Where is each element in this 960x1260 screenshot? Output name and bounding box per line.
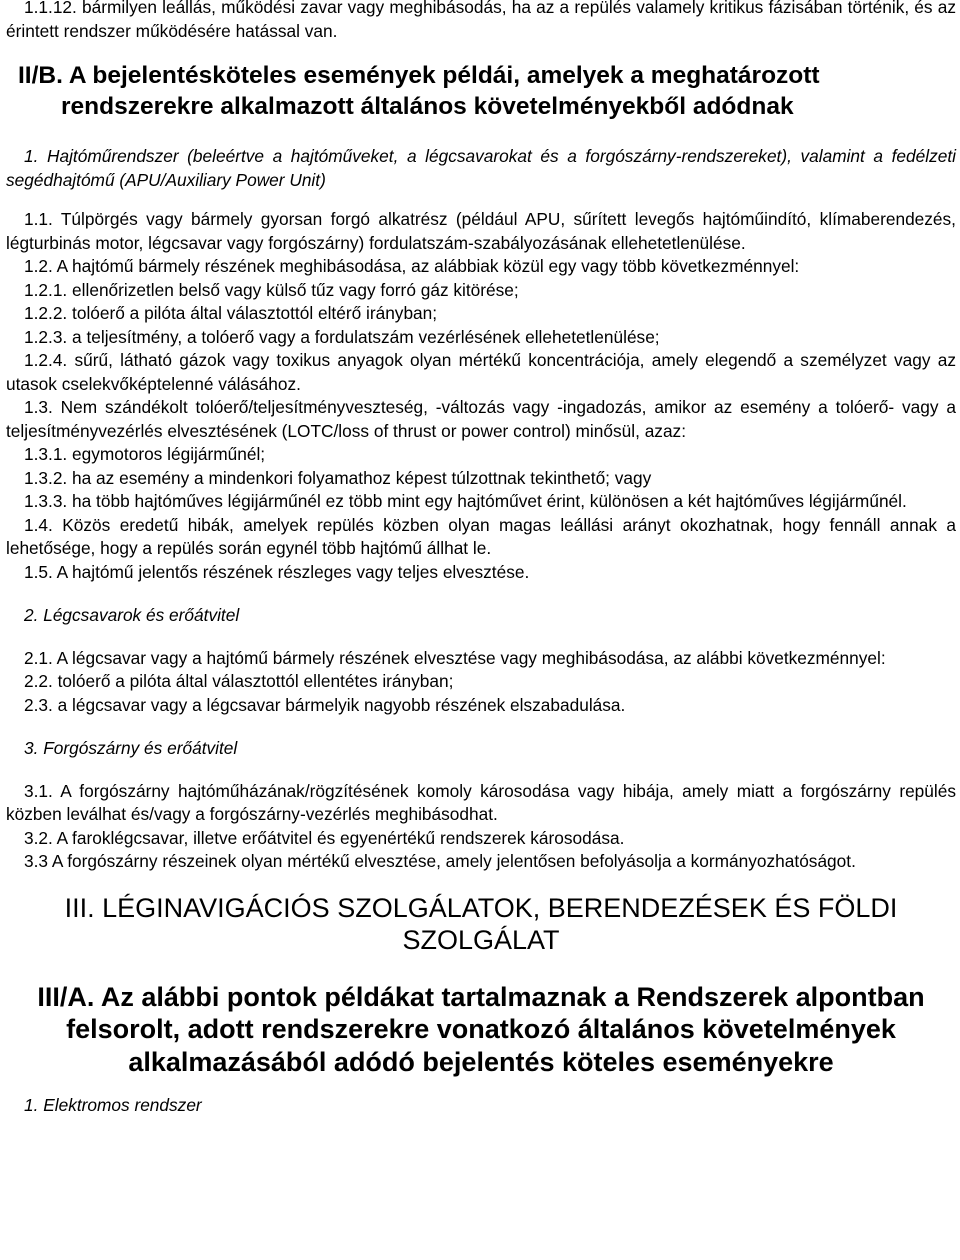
item-1-2-3: 1.2.3. a teljesítmény, a tolóerő vagy a fordulatszám vezérlésének ellehetetlenülése; — [24, 326, 660, 347]
item-1-2: 1.2. A hajtómű bármely részének meghibásodása, az alábbiak közül egy vagy több következménnyel: — [24, 256, 800, 276]
section-electrical-title: 1. Elektromos rendszer — [24, 1095, 202, 1115]
item-1-5: 1.5. A hajtómű jelentős részének részleges vagy teljes elvesztése. — [24, 561, 530, 582]
heading-iii-line2: SZOLGÁLAT — [402, 924, 560, 955]
heading-iii-a-line2: felsorolt, adott rendszerekre vonatkozó általános követelmények — [66, 1014, 896, 1044]
heading-iii-a — [6, 981, 956, 1079]
section-2-title: 2. Légcsavarok és erőátvitel — [24, 605, 240, 625]
heading-iii-line1: III. LÉGINAVIGÁCIÓS SZOLGÁLATOK, BERENDEZÉSEK ÉS FÖLDI — [64, 892, 898, 923]
item-1-2-1: 1.2.1. ellenőrizetlen belső vagy külső tűz vagy forró gáz kitörése; — [24, 279, 519, 300]
document-page — [6, 0, 956, 1118]
section-1-title: 1. Hajtóműrendszer (beleértve a hajtóműveket, a légcsavarokat és a forgószárny-rendszereket), valamint a fedélzeti segédhajtómű (APU/Auxiliary Power Unit) — [6, 146, 956, 190]
item-3-1: 3.1. A forgószárny hajtóműházának/rögzítésének komoly károsodása vagy hibája, amely miatt a forgószárny repülés közben leválhat és/vagy a forgószárny-vezérlés meghibásodhat. — [6, 780, 956, 824]
heading-iii-a-line1: III/A. Az alábbi pontok példákat tartalmaznak a Rendszerek alpontban — [37, 981, 925, 1012]
heading-iii-a-line3: alkalmazásából adódó bejelentés köteles eseményekre — [128, 1046, 834, 1077]
item-2-1: 2.1. A légcsavar vagy a hajtómű bármely részének elvesztése vagy meghibásodása, az alábbi következménnyel: — [24, 647, 886, 668]
section-3-title: 3. Forgószárny és erőátvitel — [24, 738, 238, 758]
item-3-3: 3.3 A forgószárny részeinek olyan mértékű elvesztése, amely jelentősen befolyásolja a kormányozhatóságot. — [24, 851, 856, 871]
heading-iii — [6, 892, 956, 956]
item-1-3-2: 1.3.2. ha az esemény a mindenkori folyamathoz képest túlzottnak tekinthető; vagy — [24, 467, 652, 488]
item-2-3: 2.3. a légcsavar vagy a légcsavar bármelyik nagyobb részének elszabadulása. — [24, 694, 626, 715]
item-1-3-1: 1.3.1. egymotoros légijárműnél; — [24, 444, 266, 464]
item-1-1: 1.1. Túlpörgés vagy bármely gyorsan forgó alkatrész (például APU, sűrített levegős hajtóműindító, klímaberendezés, légturbinás motor, légcsavar vagy forgószárny) fordulatszám-szabályozásának ellehetetlenülése. — [6, 209, 956, 253]
heading-ii-b-line1: II/B. A bejelentésköteles események példái, amelyek a meghatározott — [18, 62, 820, 89]
item-3-2: 3.2. A faroklégcsavar, illetve erőátvitel és egyenértékű rendszerek károsodása. — [24, 827, 625, 848]
heading-ii-b-line2: rendszerekre alkalmazott általános követelményekből adódnak — [61, 93, 794, 120]
item-1-2-4: 1.2.4. sűrű, látható gázok vagy toxikus anyagok olyan mértékű koncentrációja, amely elegendő a személyzet vagy az utasok cselekvőképtelenné válásához. — [6, 350, 956, 394]
item-1-3-3: 1.3.3. ha több hajtóműves légijárműnél ez több mint egy hajtóművet érint, különösen a két hajtóműves légijárműnél. — [24, 491, 907, 511]
paragraph-1-1-12: 1.1.12. bármilyen leállás, működési zavar vagy meghibásodás, ha az a repülés valamely kritikus fázisában történik, és az érintett rendszer működésére hatással van. — [6, 0, 956, 41]
item-1-2-2: 1.2.2. tolóerő a pilóta által választottól eltérő irányban; — [24, 303, 438, 323]
heading-ii-b — [18, 60, 956, 122]
item-2-2: 2.2. tolóerő a pilóta által választottól ellentétes irányban; — [24, 671, 454, 691]
item-1-3: 1.3. Nem szándékolt tolóerő/teljesítményveszteség, -változás vagy -ingadozás, amikor az esemény a tolóerő- vagy a teljesítményvezérlés elvesztésének (LOTC/loss of thrust or power control) minősül, azaz: — [6, 397, 956, 441]
item-1-4: 1.4. Közös eredetű hibák, amelyek repülés közben olyan magas leállási arányt okozhatnak, hogy fennáll annak a lehetősége, hogy a repülés során egynél több hajtómű állhat le. — [6, 514, 956, 558]
